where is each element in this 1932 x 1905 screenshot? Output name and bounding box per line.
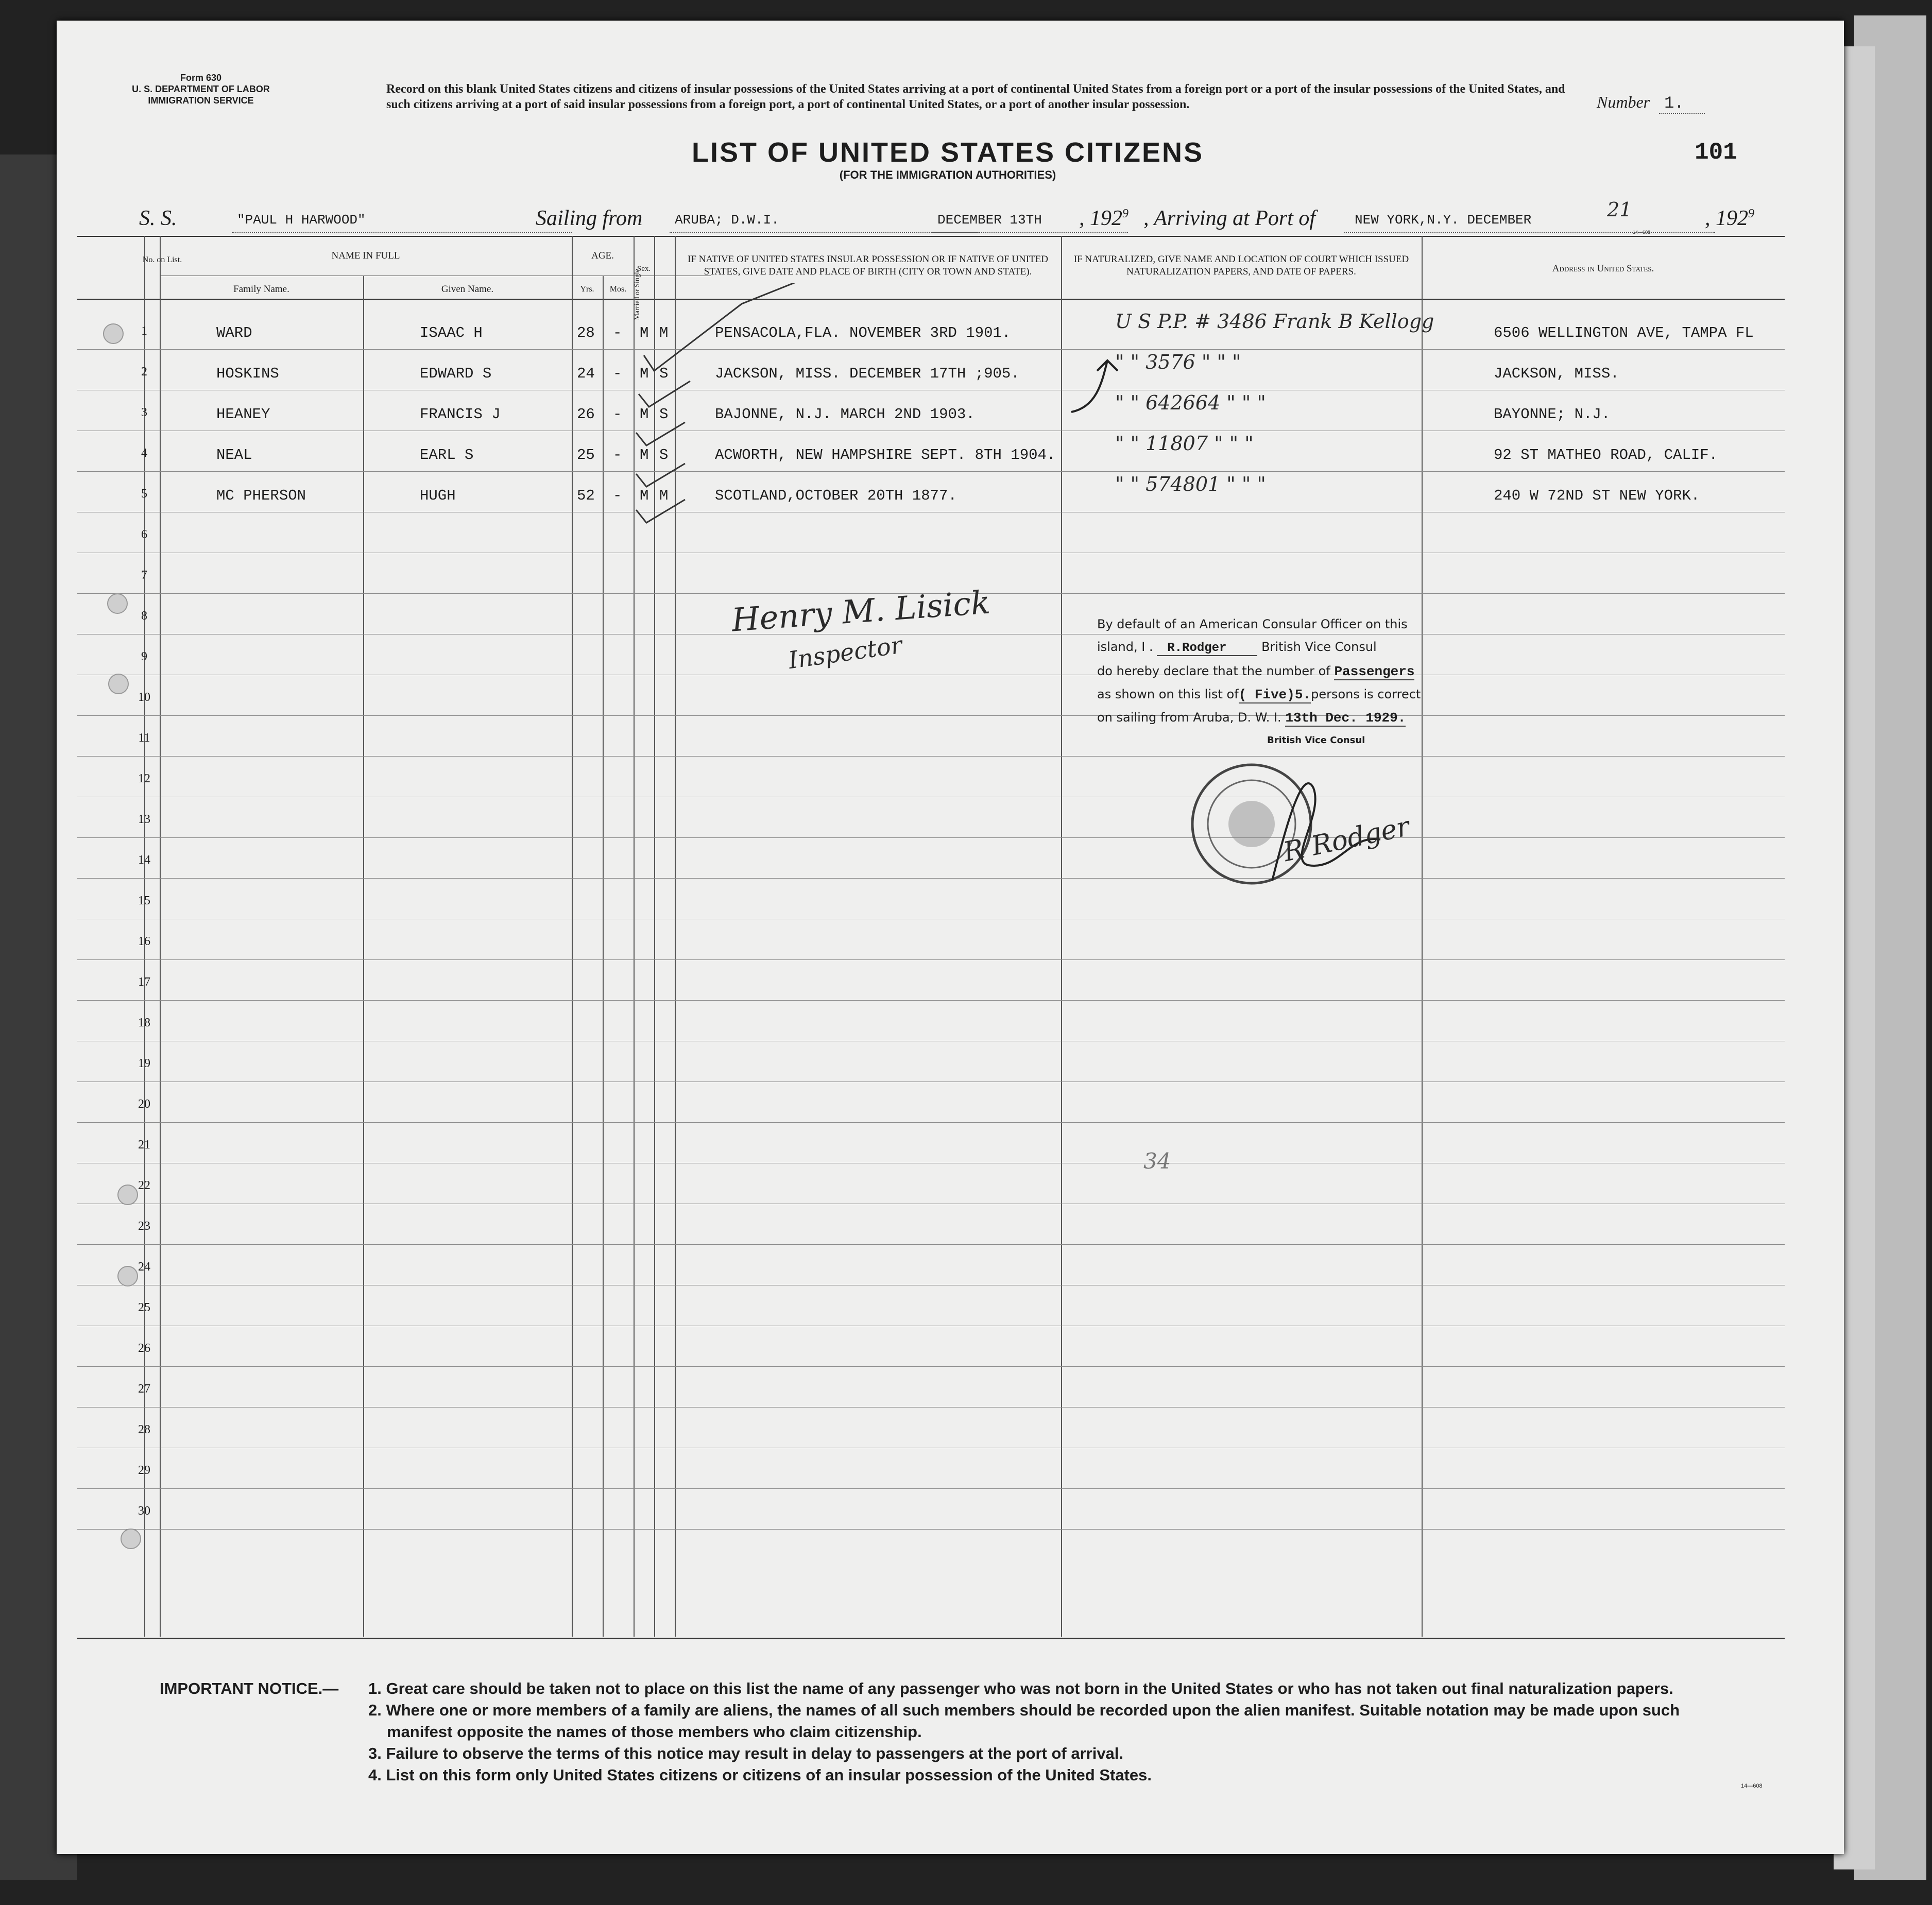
- row-rule: [77, 878, 1785, 879]
- binder-hole: [107, 593, 128, 614]
- service-name: IMMIGRATION SERVICE: [148, 95, 254, 106]
- col-divider: [1422, 236, 1423, 1637]
- year-prefix: 192: [1090, 207, 1122, 230]
- given-name-cell: EARL S: [420, 447, 474, 464]
- arrow-stroke: [1071, 361, 1118, 412]
- col-divider: [160, 236, 161, 1637]
- marital-status-cell: S: [659, 447, 669, 464]
- year-prefix: 192: [1716, 207, 1748, 230]
- form-instructions: Record on this blank United States citizens and citizens of insular possessions of the United States arriving at a port of continental United States from a foreign port or a port of the insular possessions of the United States, and such citizens arriving at a port of said insular possessions from a foreign port, a port of continental United States, or a port of another insular possession.: [386, 82, 1565, 111]
- decl-text: island, I .: [1097, 640, 1153, 654]
- inspector-signature: Henry M. Lisick: [730, 583, 991, 639]
- seal-crest: [1228, 801, 1275, 847]
- arrival-port: NEW YORK,N.Y. DECEMBER: [1355, 212, 1532, 228]
- decl-line: [1097, 660, 1489, 683]
- header-birth: IF NATIVE OF UNITED STATES INSULAR POSSESSION OR IF NATIVE OF UNITED STATES, GIVE DATE AND PLACE OF BIRTH (CITY OR TOWN AND STATE).: [688, 254, 1048, 277]
- col-divider: [572, 236, 573, 1637]
- age-months-cell: -: [613, 406, 622, 423]
- year-digit: 9: [1748, 207, 1754, 220]
- row-rule: [77, 1122, 1785, 1123]
- naturalization-cell: " " 3576 " " ": [1115, 351, 1241, 373]
- age-months-cell: -: [613, 447, 622, 464]
- binder-hole: [103, 323, 124, 344]
- arriving-label: , Arriving at Port of: [1143, 207, 1316, 230]
- ss-label: S. S.: [139, 207, 177, 230]
- notice-items: [368, 1678, 1826, 1786]
- row-number: 14: [138, 853, 150, 867]
- inspector-title: Inspector: [787, 630, 904, 675]
- pencil-mark: 34: [1143, 1148, 1171, 1174]
- row-number: 13: [138, 813, 150, 826]
- row-number: 8: [141, 609, 147, 623]
- year-digit: 9: [1122, 207, 1129, 220]
- birth-place-cell: BAJONNE, N.J. MARCH 2ND 1903.: [715, 406, 975, 423]
- row-number: 18: [138, 1016, 150, 1029]
- decl-text: do hereby declare that the number of: [1097, 664, 1330, 678]
- consul-declaration: [1097, 613, 1489, 752]
- decl-line: [1097, 636, 1489, 660]
- row-number: 19: [138, 1057, 150, 1070]
- row-number: 28: [138, 1423, 150, 1436]
- notice-item: 3. Failure to observe the terms of this notice may result in delay to passengers at the port of arrival.: [368, 1744, 1124, 1762]
- naturalization-cell: U S P.P. # 3486 Frank B Kellogg: [1115, 310, 1434, 333]
- header-sex: Sex.: [637, 265, 651, 273]
- notice-item: 1. Great care should be taken not to place on this list the name of any passenger who was not born in the United States or who has not taken out final naturalization papers.: [368, 1679, 1673, 1697]
- list-number-value: 1.: [1659, 94, 1704, 114]
- notice-item: 2. Where one or more members of a family are aliens, the names of all such members should be recorded upon the alien manifest. Suitable notation may be made upon such: [368, 1701, 1680, 1719]
- row-rule: [77, 837, 1785, 838]
- header-yrs: Yrs.: [580, 285, 594, 294]
- date-underline: [932, 232, 1128, 233]
- marital-status-cell: M: [659, 487, 669, 504]
- row-number: 17: [138, 975, 150, 989]
- row-rule: [77, 1529, 1785, 1530]
- form-number: Form 630: [180, 73, 222, 83]
- header-family-name: Family Name.: [233, 284, 289, 295]
- row-number: 15: [138, 894, 150, 907]
- arrival-year: , $192^9$: [1705, 207, 1754, 230]
- manifest-sheet: [57, 21, 1844, 1854]
- decl-line: [1097, 683, 1489, 706]
- check-mark: [636, 464, 685, 487]
- row-rule: [77, 1244, 1785, 1245]
- binder-hole: [117, 1266, 138, 1286]
- consul-name: R.Rodger: [1157, 641, 1257, 656]
- binder-hole: [108, 674, 129, 694]
- check-mark: [639, 381, 690, 407]
- col-divider: [1061, 236, 1062, 1637]
- departure-year: , $192^9$: [1079, 207, 1129, 230]
- age-years-cell: 25: [577, 447, 595, 464]
- row-rule: [77, 471, 1785, 472]
- header-naturalized: IF NATURALIZED, GIVE NAME AND LOCATION OF COURT WHICH ISSUED NATURALIZATION PAPERS, AND DATE OF PAPERS.: [1073, 254, 1409, 277]
- row-number: 24: [138, 1260, 150, 1274]
- row-number: 27: [138, 1382, 150, 1396]
- row-number: 6: [141, 528, 147, 541]
- list-number: [1597, 93, 1705, 113]
- marital-status-cell: M: [659, 324, 669, 341]
- row-rule: [77, 1366, 1785, 1367]
- row-number: 7: [141, 569, 147, 582]
- row-rule: [77, 715, 1785, 716]
- consul-signature: R Rodger: [1280, 811, 1412, 868]
- decl-text: persons is correct: [1311, 687, 1421, 701]
- notice-label: IMPORTANT NOTICE.—: [160, 1679, 339, 1697]
- decl-text: as shown on this list of: [1097, 687, 1239, 701]
- row-rule: [77, 1000, 1785, 1001]
- given-name-cell: FRANCIS J: [420, 406, 501, 423]
- given-name-cell: EDWARD S: [420, 365, 492, 382]
- row-number: 10: [138, 691, 150, 704]
- birth-place-cell: JACKSON, MISS. DECEMBER 17TH ;905.: [715, 365, 1020, 382]
- row-number: 23: [138, 1220, 150, 1233]
- row-number: 11: [138, 731, 150, 745]
- arrow-mark: [1066, 350, 1169, 422]
- notice-item: manifest opposite the names of those members who claim citizenship.: [387, 1723, 922, 1741]
- sex-cell: M: [640, 487, 649, 504]
- marital-status-cell: S: [659, 365, 669, 382]
- family-name-cell: HOSKINS: [216, 365, 279, 382]
- row-number: 4: [141, 447, 147, 460]
- birth-place-cell: SCOTLAND,OCTOBER 20TH 1877.: [715, 487, 957, 504]
- header-mos: Mos.: [609, 285, 627, 294]
- col-divider: [603, 276, 604, 1637]
- decl-line: [1097, 706, 1489, 729]
- decl-text: on sailing from Aruba, D. W. I.: [1097, 710, 1281, 725]
- age-years-cell: 24: [577, 365, 595, 382]
- given-name-cell: HUGH: [420, 487, 456, 504]
- age-months-cell: -: [613, 365, 622, 382]
- check-mark: [636, 500, 685, 523]
- row-rule: [77, 1488, 1785, 1489]
- header-given-name: Given Name.: [441, 284, 494, 295]
- notice-item: 4. List on this form only United States citizens or citizens of an insular possession of the United States.: [368, 1766, 1152, 1784]
- page-subtitle: (FOR THE IMMIGRATION AUTHORITIES): [839, 168, 1056, 181]
- age-months-cell: -: [613, 487, 622, 504]
- page-number: 101: [1695, 139, 1737, 166]
- age-years-cell: 26: [577, 406, 595, 423]
- row-number: 21: [138, 1138, 150, 1152]
- naturalization-cell: " " 642664 " " ": [1115, 391, 1266, 414]
- row-rule: [77, 756, 1785, 757]
- row-number: 5: [141, 487, 147, 501]
- family-name-cell: HEANEY: [216, 406, 270, 423]
- check-mark: [636, 422, 685, 445]
- check-mark: [644, 283, 798, 371]
- sex-cell: M: [640, 447, 649, 464]
- age-years-cell: 52: [577, 487, 595, 504]
- department-name: U. S. DEPARTMENT OF LABOR: [132, 84, 270, 94]
- birth-place-cell: PENSACOLA,FLA. NOVEMBER 3RD 1901.: [715, 324, 1011, 341]
- form-identifier: [108, 72, 294, 106]
- row-number: 30: [138, 1504, 150, 1518]
- row-number: 25: [138, 1301, 150, 1314]
- address-cell: JACKSON, MISS.: [1494, 365, 1619, 382]
- header-age: AGE.: [591, 250, 614, 261]
- page-title: LIST OF UNITED STATES CITIZENS: [692, 137, 1204, 168]
- address-cell: 92 ST MATHEO ROAD, CALIF.: [1494, 447, 1718, 464]
- col-divider: [363, 276, 364, 1637]
- sex-cell: M: [640, 365, 649, 382]
- declaration-date: 13th Dec. 1929.: [1285, 710, 1406, 726]
- row-number: 1: [141, 324, 147, 338]
- header-bottom-rule: [77, 299, 1785, 300]
- address-cell: 240 W 72ND ST NEW YORK.: [1494, 487, 1700, 504]
- address-cell: BAYONNE; N.J.: [1494, 406, 1611, 423]
- ship-name-underline: [232, 232, 572, 233]
- consul-office: British Vice Consul: [1267, 735, 1365, 746]
- sailing-label: Sailing from: [536, 207, 643, 230]
- header-address: Address in United States.: [1552, 263, 1654, 274]
- family-name-cell: MC PHERSON: [216, 487, 306, 504]
- gpo-mark: 14—608: [1633, 230, 1651, 235]
- row-rule: [77, 349, 1785, 350]
- marital-status-cell: S: [659, 406, 669, 423]
- row-rule: [77, 1407, 1785, 1408]
- decl-line: By default of an American Consular Officer on this: [1097, 617, 1408, 631]
- birth-place-cell: ACWORTH, NEW HAMPSHIRE SEPT. 8TH 1904.: [715, 447, 1056, 464]
- row-number: 9: [141, 650, 147, 663]
- check-marks: [613, 283, 798, 551]
- binder-hole: [121, 1529, 141, 1549]
- naturalization-cell: " " 574801 " " ": [1115, 473, 1266, 495]
- ship-name: "PAUL H HARWOOD": [237, 212, 366, 228]
- form-mark: 14—608: [1741, 1783, 1763, 1789]
- age-years-cell: 28: [577, 324, 595, 341]
- row-number: 12: [138, 772, 150, 785]
- passenger-type: Passengers: [1334, 664, 1415, 679]
- row-number: 26: [138, 1342, 150, 1355]
- sex-cell: M: [640, 406, 649, 423]
- sex-cell: M: [640, 324, 649, 341]
- naturalization-cell: " " 11807 " " ": [1115, 432, 1254, 455]
- row-number: 16: [138, 935, 150, 948]
- port-underline: [1344, 232, 1715, 233]
- header-married-single: Married or Single.: [634, 267, 641, 320]
- row-number: 29: [138, 1464, 150, 1477]
- passenger-count: ( Five)5.: [1238, 687, 1311, 702]
- list-number-label: Number: [1597, 93, 1650, 111]
- decl-text: British Vice Consul: [1261, 640, 1377, 654]
- header-no-on-list: No. on List.: [142, 255, 182, 264]
- given-name-cell: ISAAC H: [420, 324, 483, 341]
- row-number: 22: [138, 1179, 150, 1192]
- binder-hole: [117, 1185, 138, 1205]
- family-name-cell: NEAL: [216, 447, 252, 464]
- age-months-cell: -: [613, 324, 622, 341]
- family-name-cell: WARD: [216, 324, 252, 341]
- address-cell: 6506 WELLINGTON AVE, TAMPA FL: [1494, 324, 1754, 341]
- row-rule: [77, 959, 1785, 960]
- header-name-in-full: NAME IN FULL: [331, 250, 400, 261]
- arrival-day: 21: [1607, 198, 1632, 221]
- row-number: 20: [138, 1097, 150, 1111]
- departure-date: DECEMBER 13TH: [937, 212, 1042, 228]
- row-number: 3: [141, 406, 147, 419]
- sailing-from: ARUBA; D.W.I.: [675, 212, 779, 228]
- row-number: 2: [141, 365, 147, 379]
